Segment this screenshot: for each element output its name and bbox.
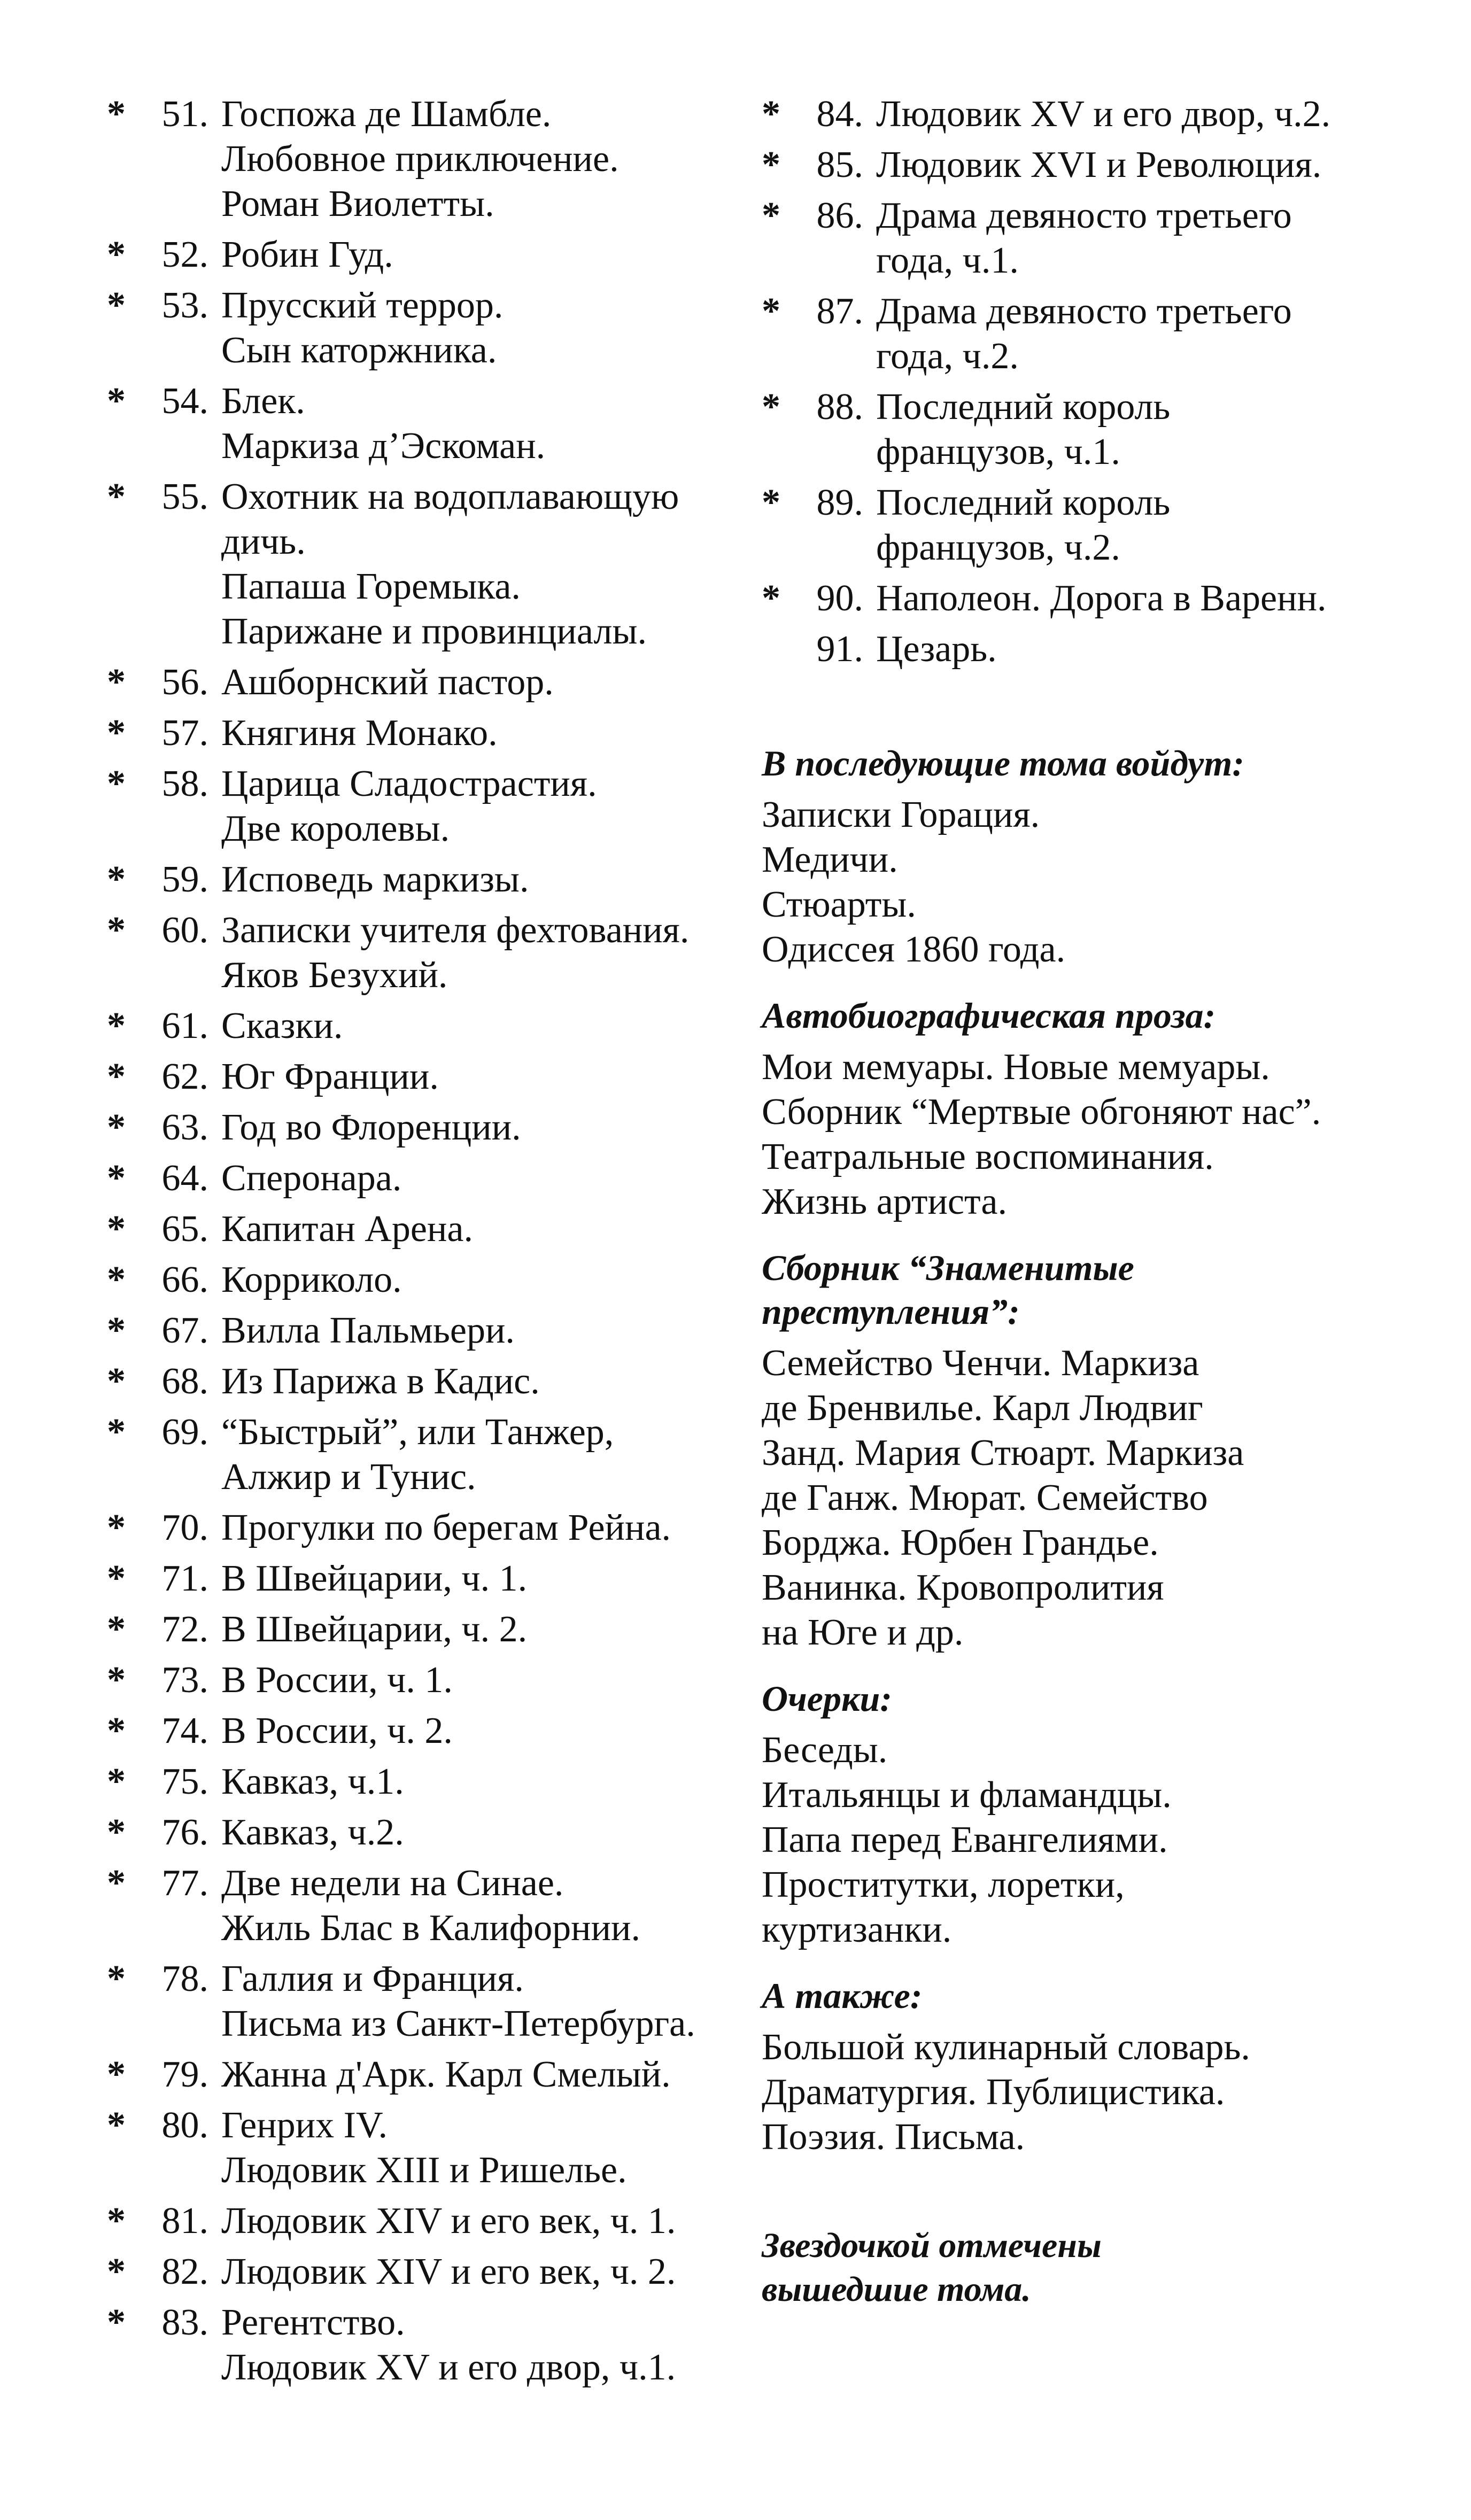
published-star: * [107, 1558, 126, 1599]
volume-title: Людовик XV и его двор, ч.1. [221, 2347, 676, 2388]
volume-title: Галлия и Франция. [221, 1958, 524, 1999]
section-line: Записки Горация. [762, 794, 1040, 835]
published-star: * [107, 476, 126, 517]
published-star: * [107, 2251, 126, 2292]
volume-title: “Быстрый”, или Танжер, [221, 1412, 614, 1453]
volume-number: 55. [161, 476, 208, 517]
list-item [107, 1156, 748, 1201]
list-item [107, 1105, 748, 1150]
volume-title: Исповедь маркизы. [221, 859, 529, 900]
published-star: * [762, 144, 780, 185]
section-line: Сборник “Мертвые обгоняют нас”. [762, 1091, 1321, 1133]
section-line: на Юге и др. [762, 1612, 964, 1653]
volume-title: Сказки. [221, 1005, 343, 1046]
volume-title: Вилла Пальмьери. [221, 1310, 515, 1351]
volume-title: Людовик XIV и его век, ч. 1. [221, 2200, 676, 2242]
volume-number: 85. [816, 144, 863, 185]
volume-number: 64. [161, 1158, 208, 1199]
volume-number: 81. [161, 2200, 208, 2242]
published-star: * [107, 2302, 126, 2343]
list-item [762, 627, 1376, 672]
volume-title: В России, ч. 2. [221, 1710, 453, 1751]
section-line: Одиссея 1860 года. [762, 929, 1066, 970]
list-item [762, 143, 1376, 188]
section-line: Медичи. [762, 839, 898, 880]
volume-title: Год во Флоренции. [221, 1107, 521, 1148]
published-star: * [107, 1208, 126, 1250]
volume-title: Цезарь. [876, 629, 997, 670]
list-item [107, 1054, 748, 1099]
published-star: * [107, 1056, 126, 1097]
volume-title: Жиль Блас в Калифорнии. [221, 1908, 641, 1949]
volume-title: Регентство. [221, 2302, 405, 2343]
volume-number: 53. [161, 285, 208, 326]
published-star: * [107, 2054, 126, 2095]
volume-number: 54. [161, 381, 208, 422]
volume-title: Драма девяносто третьего [876, 195, 1292, 236]
section-heading: В последующие тома войдут: [762, 743, 1244, 784]
list-item [107, 2250, 748, 2294]
list-item [107, 283, 748, 373]
volume-title: Охотник на водоплавающую [221, 476, 679, 517]
volume-title: Корриколо. [221, 1259, 402, 1300]
list-item [107, 908, 748, 998]
published-star: * [762, 482, 780, 523]
list-item [107, 1410, 748, 1500]
volume-number: 66. [161, 1259, 208, 1300]
footnote [762, 2224, 1376, 2312]
volume-title: Людовик XIV и его век, ч. 2. [221, 2251, 676, 2292]
volume-title: Любовное приключение. [221, 138, 619, 180]
volume-title: Последний король [876, 386, 1171, 428]
published-star: * [107, 859, 126, 900]
volume-number: 70. [161, 1507, 208, 1548]
list-item [107, 2199, 748, 2244]
list-item [107, 1556, 748, 1601]
section-heading: преступления”: [762, 1291, 1020, 1332]
volume-number: 52. [161, 234, 208, 275]
volume-title: Последний король [876, 482, 1171, 523]
footnote-line: вышедшие тома. [762, 2270, 1031, 2309]
volume-number: 83. [161, 2302, 208, 2343]
list-item [107, 2052, 748, 2097]
volume-title: Юг Франции. [221, 1056, 439, 1097]
section-line: Ванинка. Кровопролития [762, 1567, 1164, 1608]
section-line: Стюарты. [762, 884, 916, 925]
volume-title: Письма из Санкт-Петербурга. [221, 2003, 695, 2044]
volume-title: В Швейцарии, ч. 2. [221, 1609, 528, 1650]
volume-title: французов, ч.2. [876, 527, 1120, 568]
volume-title: Робин Гуд. [221, 234, 393, 275]
volume-number: 78. [161, 1958, 208, 1999]
section-line: Итальянцы и фламандцы. [762, 1774, 1172, 1816]
published-star: * [107, 1958, 126, 1999]
volume-title: Госпожа де Шамбле. [221, 94, 552, 135]
volume-number: 56. [161, 662, 208, 703]
list-item [107, 1759, 748, 1804]
list-item [107, 711, 748, 756]
list-item [762, 480, 1376, 570]
volume-title: Папаша Горемыка. [221, 566, 521, 607]
volume-title: французов, ч.1. [876, 431, 1120, 472]
volume-title: Генрих IV. [221, 2105, 388, 2146]
published-star: * [107, 1507, 126, 1548]
list-item [107, 762, 748, 851]
autobiography-section [762, 994, 1376, 1224]
published-star: * [107, 2105, 126, 2146]
list-item [762, 385, 1376, 475]
volume-title: Яков Безухий. [221, 955, 448, 996]
list-item [107, 232, 748, 277]
section-line: Семейство Ченчи. Маркиза [762, 1343, 1199, 1384]
volume-title: Из Парижа в Кадис. [221, 1361, 540, 1402]
published-star: * [107, 662, 126, 703]
volume-title: Две королевы. [221, 808, 450, 849]
section-line: Беседы. [762, 1730, 888, 1771]
volume-title: Кавказ, ч.2. [221, 1812, 404, 1853]
section-line: Поэзия. Письма. [762, 2116, 1025, 2158]
volume-number: 68. [161, 1361, 208, 1402]
volume-number: 65. [161, 1208, 208, 1250]
volume-title: Прусский террор. [221, 285, 504, 326]
volume-title: Ашборнский пастор. [221, 662, 554, 703]
volume-title: года, ч.1. [876, 240, 1019, 281]
volume-number: 57. [161, 712, 208, 754]
published-star: * [107, 1609, 126, 1650]
list-item [107, 660, 748, 705]
published-star: * [107, 712, 126, 754]
list-item [107, 379, 748, 469]
section-heading: Сборник “Знаменитые [762, 1247, 1134, 1288]
list-item [762, 289, 1376, 379]
list-item [762, 193, 1376, 283]
volume-title: Людовик XV и его двор, ч.2. [876, 94, 1331, 135]
volume-title: дичь. [221, 521, 306, 562]
published-star: * [107, 763, 126, 804]
list-item [107, 1658, 748, 1703]
volume-title: Парижане и провинциалы. [221, 611, 647, 652]
list-item [107, 1506, 748, 1550]
volume-number: 63. [161, 1107, 208, 1148]
volume-title: Людовик XVI и Революция. [876, 144, 1322, 185]
list-item [762, 576, 1376, 621]
volume-title: Княгиня Монако. [221, 712, 498, 754]
volume-title: Маркиза д’Эскоман. [221, 425, 546, 467]
footnote-line: Звездочкой отмечены [762, 2226, 1102, 2265]
list-item [107, 1258, 748, 1302]
volume-number: 60. [161, 910, 208, 951]
list-item [107, 475, 748, 654]
list-item [107, 1308, 748, 1353]
section-line: Занд. Мария Стюарт. Маркиза [762, 1432, 1244, 1474]
volume-title: Сперонара. [221, 1158, 402, 1199]
volume-title: Две недели на Синае. [221, 1863, 564, 1904]
volume-title: Наполеон. Дорога в Варенн. [876, 578, 1327, 619]
volume-title: Драма девяносто третьего [876, 291, 1292, 332]
published-star: * [107, 1158, 126, 1199]
volume-title: Царица Сладострастия. [221, 763, 597, 804]
list-item [762, 92, 1376, 137]
list-item [107, 1607, 748, 1652]
published-star: * [107, 1107, 126, 1148]
published-star: * [762, 578, 780, 619]
published-star: * [107, 285, 126, 326]
section-line: Большой кулинарный словарь. [762, 2027, 1250, 2068]
list-item [107, 1861, 748, 1951]
volume-title: Людовик XIII и Ришелье. [221, 2150, 627, 2191]
published-star: * [107, 1660, 126, 1701]
published-star: * [107, 1361, 126, 1402]
published-star: * [107, 1863, 126, 1904]
volume-title: В России, ч. 1. [221, 1660, 453, 1701]
upcoming-section [762, 741, 1376, 972]
volume-number: 82. [161, 2251, 208, 2292]
volume-number: 76. [161, 1812, 208, 1853]
left-column [107, 92, 748, 2396]
volume-title: Записки учителя фехтования. [221, 910, 690, 951]
published-star: * [107, 1812, 126, 1853]
published-star: * [762, 195, 780, 236]
section-line: де Ганж. Мюрат. Семейство [762, 1477, 1208, 1518]
also-section [762, 1974, 1376, 2160]
section-line: Мои мемуары. Новые мемуары. [762, 1046, 1270, 1088]
published-star: * [762, 94, 780, 135]
list-item [107, 1004, 748, 1049]
volume-title: года, ч.2. [876, 336, 1019, 377]
list-item [107, 2300, 748, 2390]
section-line: Жизнь артиста. [762, 1181, 1007, 1222]
volume-number: 72. [161, 1609, 208, 1650]
volume-number: 88. [816, 386, 863, 428]
published-star: * [762, 291, 780, 332]
volume-number: 90. [816, 578, 863, 619]
section-line: Театральные воспоминания. [762, 1136, 1214, 1177]
list-item [107, 2103, 748, 2193]
volume-number: 51. [161, 94, 208, 135]
volume-number: 89. [816, 482, 863, 523]
section-line: де Бренвилье. Карл Людвиг [762, 1387, 1203, 1429]
section-heading: Очерки: [762, 1678, 892, 1719]
published-star: * [107, 1310, 126, 1351]
published-star: * [107, 1761, 126, 1802]
volume-number: 61. [161, 1005, 208, 1046]
volume-title: Алжир и Тунис. [221, 1456, 476, 1498]
published-star: * [107, 1710, 126, 1751]
volume-title: Прогулки по берегам Рейна. [221, 1507, 671, 1548]
published-star: * [107, 1005, 126, 1046]
published-star: * [107, 2200, 126, 2242]
volume-title: Кавказ, ч.1. [221, 1761, 404, 1802]
volume-title: Блек. [221, 381, 305, 422]
volume-number: 91. [816, 629, 863, 670]
volume-number: 79. [161, 2054, 208, 2095]
list-item [107, 92, 748, 227]
volume-number: 71. [161, 1558, 208, 1599]
list-item [107, 1810, 748, 1855]
volume-number: 74. [161, 1710, 208, 1751]
published-star: * [107, 94, 126, 135]
published-star: * [107, 1412, 126, 1453]
essays-section [762, 1677, 1376, 1952]
volume-title: Капитан Арена. [221, 1208, 473, 1250]
published-star: * [762, 386, 780, 428]
volume-number: 84. [816, 94, 863, 135]
volume-number: 80. [161, 2105, 208, 2146]
volume-number: 69. [161, 1412, 208, 1453]
section-line: Проститутки, лоретки, [762, 1864, 1125, 1905]
volume-number: 73. [161, 1660, 208, 1701]
volume-number: 59. [161, 859, 208, 900]
list-item [107, 857, 748, 902]
published-star: * [107, 910, 126, 951]
volume-number: 62. [161, 1056, 208, 1097]
volume-number: 86. [816, 195, 863, 236]
volume-number: 67. [161, 1310, 208, 1351]
list-item [107, 1709, 748, 1754]
volume-title: В Швейцарии, ч. 1. [221, 1558, 528, 1599]
volume-number: 58. [161, 763, 208, 804]
published-star: * [107, 234, 126, 275]
section-line: Папа перед Евангелиями. [762, 1819, 1168, 1860]
list-item [107, 1957, 748, 2046]
section-line: Борджа. Юрбен Грандье. [762, 1522, 1159, 1563]
right-column [762, 92, 1376, 2312]
volume-title: Сын каторжника. [221, 330, 497, 371]
section-line: куртизанки. [762, 1909, 952, 1950]
section-line: Драматургия. Публицистика. [762, 2072, 1225, 2113]
section-heading: А также: [762, 1975, 923, 2016]
published-star: * [107, 381, 126, 422]
volume-number: 77. [161, 1863, 208, 1904]
volume-title: Жанна д'Арк. Карл Смелый. [221, 2054, 671, 2095]
published-star: * [107, 1259, 126, 1300]
list-item [107, 1359, 748, 1404]
volume-title: Роман Виолетты. [221, 183, 494, 224]
volume-number: 87. [816, 291, 863, 332]
volume-number: 75. [161, 1761, 208, 1802]
list-item [107, 1207, 748, 1252]
crimes-section [762, 1246, 1376, 1655]
section-heading: Автобиографическая проза: [762, 995, 1216, 1036]
